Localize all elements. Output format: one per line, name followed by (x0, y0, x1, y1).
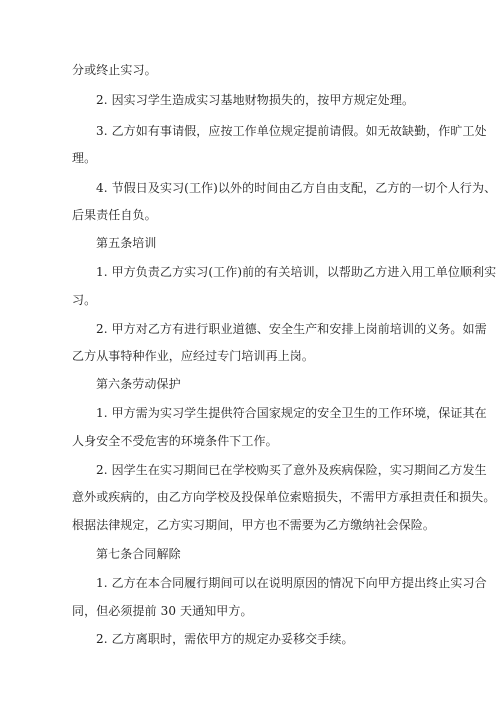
paragraph-line: 1. 甲方需为实习学生提供符合国家规定的安全卫生的工作环境，保证其在 (96, 406, 487, 420)
paragraph-line: 1. 甲方负责乙方实习(工作)前的有关培训，以帮助乙方进入用工单位顺利实 (96, 265, 497, 279)
section-heading: 第七条合同解除 (96, 547, 181, 561)
paragraph-line: 2. 甲方对乙方有进行职业道德、安全生产和安排上岗前培训的义务。如需 (96, 322, 487, 336)
paragraph-line: 习。 (72, 293, 97, 307)
paragraph-line: 意外或疾病的，由乙方向学校及投保单位索赔损失，不需甲方承担责任和损失。 (72, 490, 496, 504)
paragraph-line: 2. 因学生在实习期间已在学校购买了意外及疾病保险，实习期间乙方发生 (96, 463, 487, 477)
paragraph-line: 3. 乙方如有事请假，应按工作单位规定提前请假。如无故缺勤，作旷工处 (96, 124, 487, 138)
paragraph-line: 同，但必须提前 30 天通知甲方。 (72, 604, 253, 618)
paragraph-line: 2. 因实习学生造成实习基地财物损失的，按甲方规定处理。 (96, 93, 415, 107)
section-heading: 第六条劳动保护 (96, 377, 181, 391)
paragraph-line: 人身安全不受危害的环境条件下工作。 (72, 434, 278, 448)
paragraph-line: 1. 乙方在本合同履行期间可以在说明原因的情况下向甲方提出终止实习合 (96, 576, 487, 590)
paragraph-line: 理。 (72, 151, 97, 165)
paragraph-line: 根据法律规定，乙方实习期间，甲方也不需要为乙方缴纳社会保险。 (72, 518, 436, 532)
paragraph-line: 2. 乙方离职时，需依甲方的规定办妥移交手续。 (96, 632, 354, 646)
section-heading: 第五条培训 (96, 236, 157, 250)
paragraph-line: 乙方从事特种作业，应经过专门培训再上岗。 (72, 349, 315, 363)
paragraph-line: 后果责任自负。 (72, 208, 157, 222)
paragraph-line: 分或终止实习。 (72, 63, 157, 77)
paragraph-line: 4. 节假日及实习(工作)以外的时间由乙方自由支配，乙方的一切个人行为、 (96, 181, 497, 195)
